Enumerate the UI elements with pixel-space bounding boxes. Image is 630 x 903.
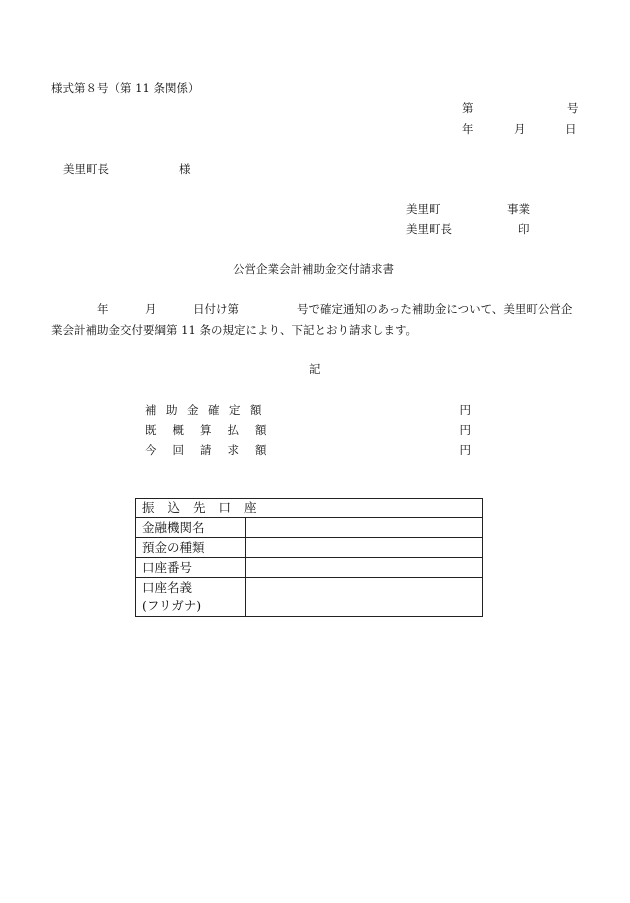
- amount-unit: 円: [459, 423, 471, 437]
- deposit-type-label: 預金の種類: [136, 538, 246, 558]
- amount-label: 既概算払額: [145, 423, 283, 437]
- addressee-honorific: 様: [179, 162, 191, 176]
- table-row: [136, 558, 483, 578]
- table-header-row: [136, 499, 483, 518]
- date-month: 月: [514, 122, 526, 136]
- table-row: [136, 518, 483, 538]
- ki-heading: 記: [309, 362, 321, 376]
- table-row: [136, 578, 483, 617]
- seal-mark: 印: [518, 222, 530, 236]
- body-line2: 業会計補助金交付要綱第 11 条の規定により、下記とおり請求します。: [51, 323, 418, 337]
- holder-label: 口座名義: [142, 580, 193, 595]
- account-table: [135, 498, 483, 617]
- form-number: 様式第８号（第 11 条関係）: [51, 81, 200, 95]
- document-title: 公営企業会計補助金交付請求書: [233, 262, 394, 276]
- account-number-field[interactable]: [246, 558, 483, 578]
- sender-town: 美里町: [406, 202, 441, 216]
- account-holder-field[interactable]: [246, 578, 483, 617]
- sender-business: 事業: [507, 202, 530, 216]
- amount-label: 今回請求額: [145, 443, 283, 457]
- body-line1-rest: 号で確定通知のあった補助金について、美里町公営企: [297, 302, 573, 316]
- amount-unit: 円: [459, 403, 471, 417]
- ref-number-suffix: 号: [567, 101, 579, 115]
- account-header: 振込先口座: [136, 499, 483, 518]
- account-holder-label: [136, 578, 246, 617]
- deposit-type-field[interactable]: [246, 538, 483, 558]
- ref-number-prefix: 第: [462, 101, 474, 115]
- date-year: 年: [462, 122, 474, 136]
- table-row: [136, 538, 483, 558]
- body-month: 月: [145, 302, 157, 316]
- bank-name-field[interactable]: [246, 518, 483, 538]
- date-day: 日: [565, 122, 577, 136]
- bank-name-label: 金融機関名: [136, 518, 246, 538]
- amount-row-confirmed: [145, 402, 471, 416]
- addressee-name: 美里町長: [63, 162, 109, 176]
- holder-furigana-label: (フリガナ): [142, 598, 202, 613]
- body-date-phrase: 日付け第: [193, 302, 239, 316]
- amount-label: 補助金確定額: [145, 403, 271, 417]
- sender-mayor: 美里町長: [406, 222, 452, 236]
- body-year: 年: [97, 302, 109, 316]
- account-number-label: 口座番号: [136, 558, 246, 578]
- amount-unit: 円: [459, 443, 471, 457]
- amount-row-prepaid: [145, 422, 471, 436]
- amount-row-current: [145, 442, 471, 456]
